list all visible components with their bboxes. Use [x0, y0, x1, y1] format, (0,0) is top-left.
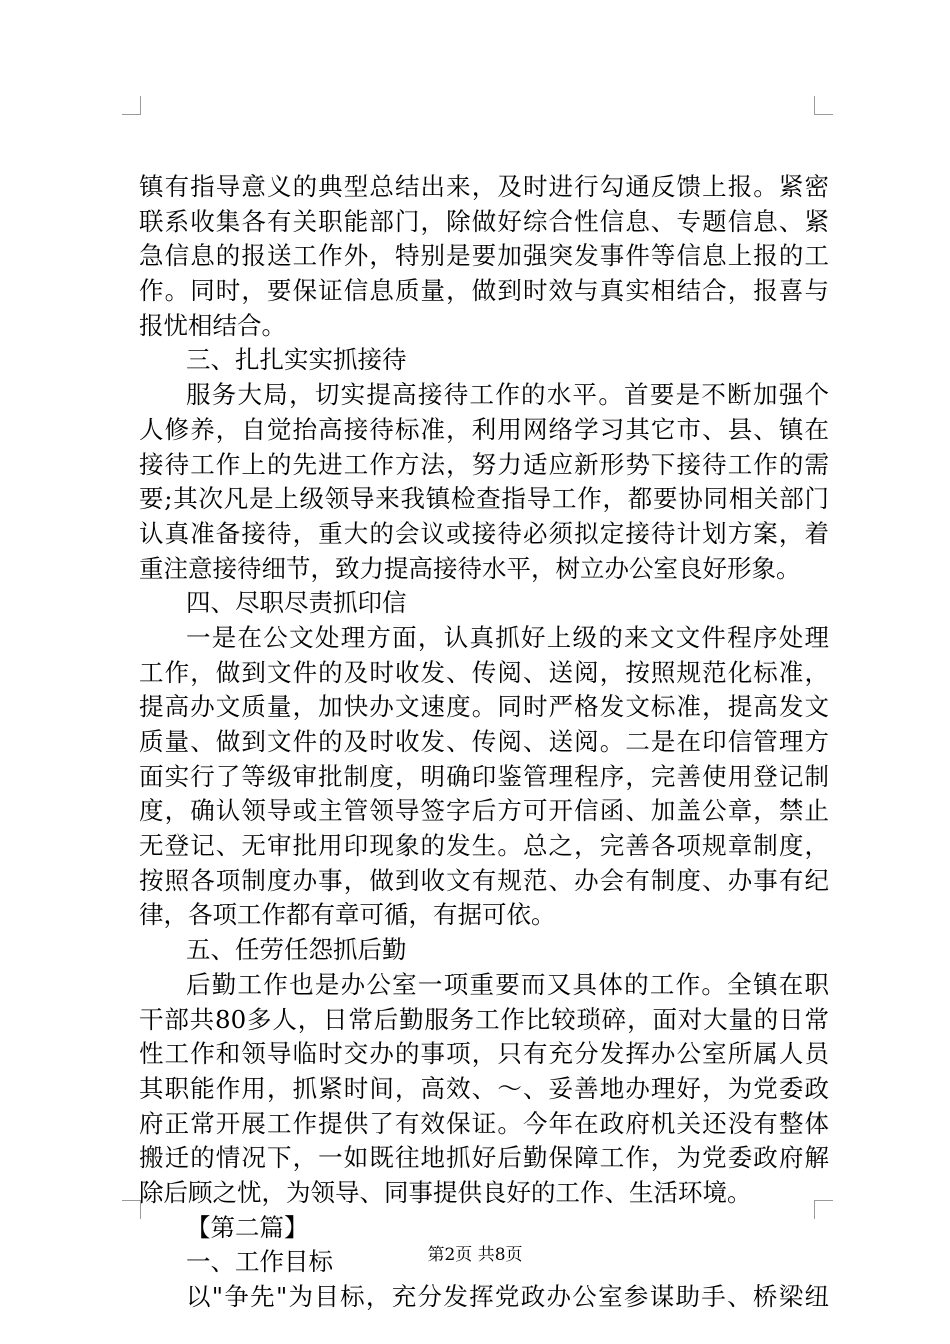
body-line: 服务大局，切实提高接待工作的水平。首要是不断加强个	[186, 380, 829, 410]
section-heading: 三、扎扎实实抓接待	[186, 345, 407, 375]
body-line: 性工作和领导临时交办的事项，只有充分发挥办公室所属人员	[139, 1039, 829, 1069]
body-line: 府正常开展工作提供了有效保证。今年在政府机关还没有整体	[139, 1108, 829, 1138]
body-line: 重注意接待细节，致力提高接待水平，树立办公室良好形象。	[139, 553, 801, 583]
body-line: 度，确认领导或主管领导签字后方可开信函、加盖公章，禁止	[139, 796, 829, 826]
crop-mark-top-left	[122, 96, 141, 115]
body-line: 人修养，自觉抬高接待标准，利用网络学习其它市、县、镇在	[139, 414, 829, 444]
body-line: 后勤工作也是办公室一项重要而又具体的工作。全镇在职	[186, 969, 829, 999]
body-line: 作。同时，要保证信息质量，做到时效与真实相结合，报喜与	[139, 276, 829, 306]
body-line: 除后顾之忧，为领导、同事提供良好的工作、生活环境。	[139, 1177, 752, 1207]
body-line: 无登记、无审批用印现象的发生。总之，完善各项规章制度，	[139, 831, 829, 861]
body-line: 律，各项工作都有章可循，有据可依。	[139, 900, 556, 930]
body-line: 提高办文质量，加快办文速度。同时严格发文标准，提高发文	[139, 692, 829, 722]
body-line: 一是在公文处理方面，认真抓好上级的来文文件程序处理	[186, 622, 829, 652]
body-line: 要;其次凡是上级领导来我镇检查指导工作，都要协同相关部门	[139, 484, 829, 514]
page-number-footer: 第2页 共8页	[427, 1245, 523, 1265]
body-line: 急信息的报送工作外，特别是要加强突发事件等信息上报的工	[139, 241, 829, 271]
body-line: 认真准备接待，重大的会议或接待必须拟定接待计划方案，着	[139, 518, 829, 548]
body-line: 其职能作用，抓紧时间，高效、～、妥善地办理好，为党委政	[139, 1073, 829, 1103]
body-line: 以"争先"为目标，充分发挥党政办公室参谋助手、桥梁纽	[186, 1282, 829, 1311]
body-line: 按照各项制度办事，做到收文有规范、办会有制度、办事有纪	[139, 865, 829, 895]
section-heading: 五、任劳任怨抓后勤	[186, 935, 407, 965]
part-heading: 【第二篇】	[186, 1212, 309, 1242]
section-heading: 一、工作目标	[186, 1247, 333, 1277]
body-line: 搬迁的情况下，一如既往地抓好后勤保障工作，为党委政府解	[139, 1143, 829, 1173]
body-line: 质量、做到文件的及时收发、传阅、送阅。二是在印信管理方	[139, 727, 829, 756]
body-line: 联系收集各有关职能部门，除做好综合性信息、专题信息、紧	[139, 206, 829, 236]
section-heading: 四、尽职尽责抓印信	[186, 588, 407, 618]
body-line: 干部共80多人，日常后勤服务工作比较琐碎，面对大量的日常	[139, 1004, 829, 1034]
body-line: 工作，做到文件的及时收发、传阅、送阅，按照规范化标准，	[139, 657, 829, 687]
crop-mark-top-right	[814, 96, 833, 115]
body-line: 镇有指导意义的典型总结出来，及时进行勾通反馈上报。紧密	[139, 172, 829, 201]
body-line: 面实行了等级审批制度，明确印鉴管理程序，完善使用登记制	[139, 761, 829, 791]
body-line: 报忧相结合。	[139, 310, 286, 340]
body-line: 接待工作上的先进工作方法，努力适应新形势下接待工作的需	[139, 449, 829, 479]
document-body	[139, 170, 829, 1315]
